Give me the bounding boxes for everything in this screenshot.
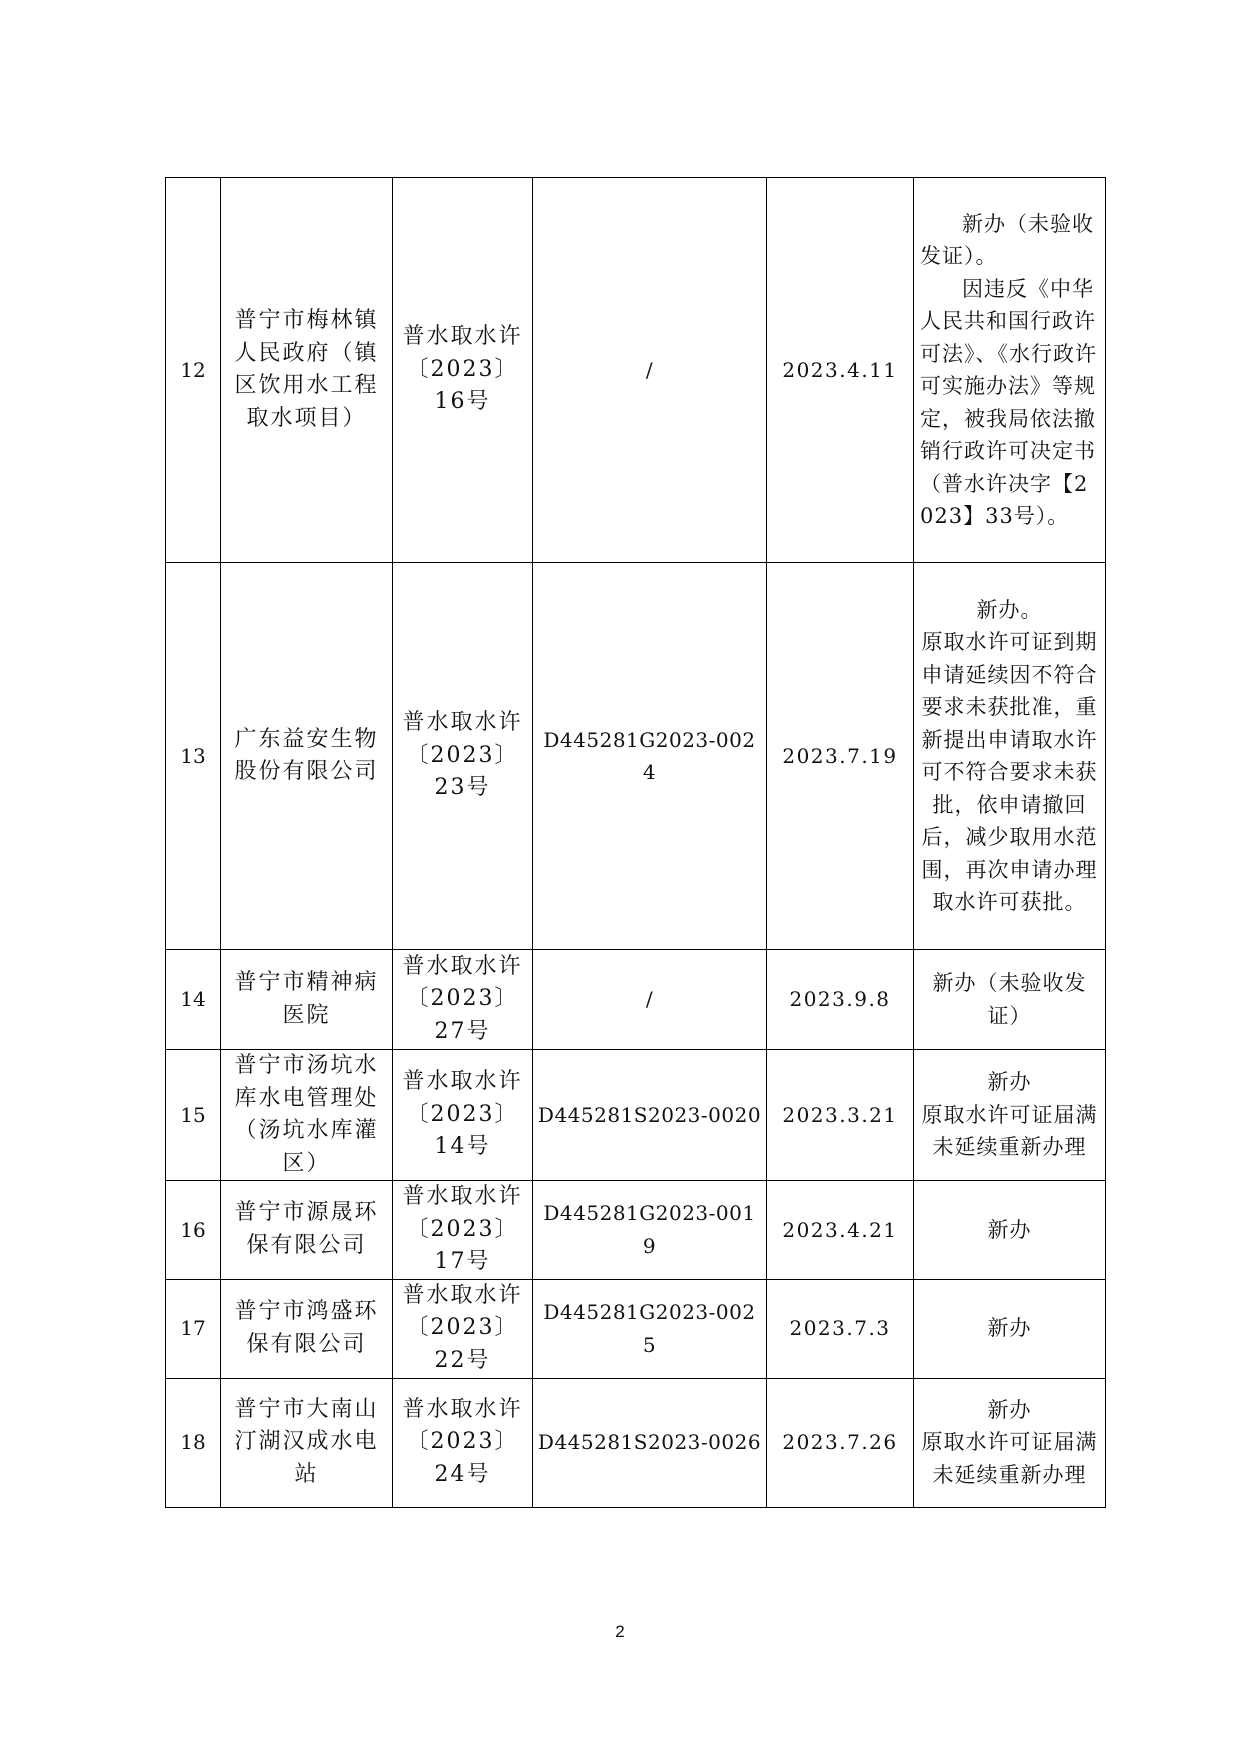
remark-line: 新办 xyxy=(987,1316,1032,1341)
approval-number: 普水取水许〔2023〕16号 xyxy=(393,178,533,563)
remark xyxy=(914,1279,1106,1378)
unit-name: 普宁市鸿盛环保有限公司 xyxy=(221,1279,393,1378)
row-index: 17 xyxy=(166,1279,221,1378)
remark xyxy=(914,950,1106,1050)
row-index: 18 xyxy=(166,1378,221,1507)
permit-number: D445281G2023-0019 xyxy=(533,1181,767,1280)
row-index: 12 xyxy=(166,178,221,563)
remark xyxy=(914,1181,1106,1280)
approval-date: 2023.7.3 xyxy=(767,1279,914,1378)
remark-line: 原取水许可证届满未延续重新办理 xyxy=(921,1102,1098,1160)
remark-line: 新办 xyxy=(987,1397,1032,1422)
table-row xyxy=(166,1050,1106,1181)
water-permit-table xyxy=(165,177,1106,1508)
approval-date: 2023.4.11 xyxy=(767,178,914,563)
remark-line: 新办。 xyxy=(976,597,1043,622)
permit-number: / xyxy=(533,950,767,1050)
approval-number: 普水取水许〔2023〕17号 xyxy=(393,1181,533,1280)
remark-line: 新办 xyxy=(987,1070,1032,1095)
approval-date: 2023.3.21 xyxy=(767,1050,914,1181)
remark xyxy=(914,1050,1106,1181)
permit-number: D445281G2023-0025 xyxy=(533,1279,767,1378)
remark-line: 新办（未验收发证） xyxy=(932,971,1087,1028)
row-index: 13 xyxy=(166,563,221,950)
table-row xyxy=(166,1279,1106,1378)
permit-number: / xyxy=(533,178,767,563)
table-row xyxy=(166,178,1106,563)
unit-name: 普宁市梅林镇人民政府（镇区饮用水工程取水项目） xyxy=(221,178,393,563)
approval-date: 2023.4.21 xyxy=(767,1181,914,1280)
table-row xyxy=(166,563,1106,950)
remark xyxy=(914,563,1106,950)
table-row xyxy=(166,950,1106,1050)
remark xyxy=(914,178,1106,563)
unit-name: 普宁市汤坑水库水电管理处（汤坑水库灌区） xyxy=(221,1050,393,1181)
unit-name: 广东益安生物股份有限公司 xyxy=(221,563,393,950)
remark xyxy=(914,1378,1106,1507)
approval-number: 普水取水许〔2023〕27号 xyxy=(393,950,533,1050)
unit-name: 普宁市源晟环保有限公司 xyxy=(221,1181,393,1280)
approval-number: 普水取水许〔2023〕14号 xyxy=(393,1050,533,1181)
approval-date: 2023.9.8 xyxy=(767,950,914,1050)
remark-line: 新办（未验收发证）。 xyxy=(920,211,1094,268)
permit-number: D445281G2023-0024 xyxy=(533,563,767,950)
unit-name: 普宁市大南山汀湖汉成水电站 xyxy=(221,1378,393,1507)
remark-line: 原取水许可证到期申请延续因不符合要求未获批准，重新提出申请取水许可不符合要求未获批，依申请撤回后，减少取用水范围，再次申请办理取水许可获批。 xyxy=(921,630,1098,914)
table-row xyxy=(166,1181,1106,1280)
table-row xyxy=(166,1378,1106,1507)
row-index: 14 xyxy=(166,950,221,1050)
row-index: 16 xyxy=(166,1181,221,1280)
approval-number: 普水取水许〔2023〕23号 xyxy=(393,563,533,950)
permit-number: D445281S2023-0026 xyxy=(533,1378,767,1507)
approval-number: 普水取水许〔2023〕22号 xyxy=(393,1279,533,1378)
permit-number: D445281S2023-0020 xyxy=(533,1050,767,1181)
page-number: 2 xyxy=(615,1622,625,1641)
approval-date: 2023.7.26 xyxy=(767,1378,914,1507)
unit-name: 普宁市精神病医院 xyxy=(221,950,393,1050)
remark-line: 新办 xyxy=(987,1217,1032,1242)
approval-number: 普水取水许〔2023〕24号 xyxy=(393,1378,533,1507)
approval-date: 2023.7.19 xyxy=(767,563,914,950)
remark-line: 因违反《中华人民共和国行政许可法》、《水行政许可实施办法》等规定，被我局依法撤销行政许可决定书（普水许决字【2023】33号）。 xyxy=(920,276,1097,528)
remark-line: 原取水许可证届满未延续重新办理 xyxy=(921,1430,1098,1487)
row-index: 15 xyxy=(166,1050,221,1181)
